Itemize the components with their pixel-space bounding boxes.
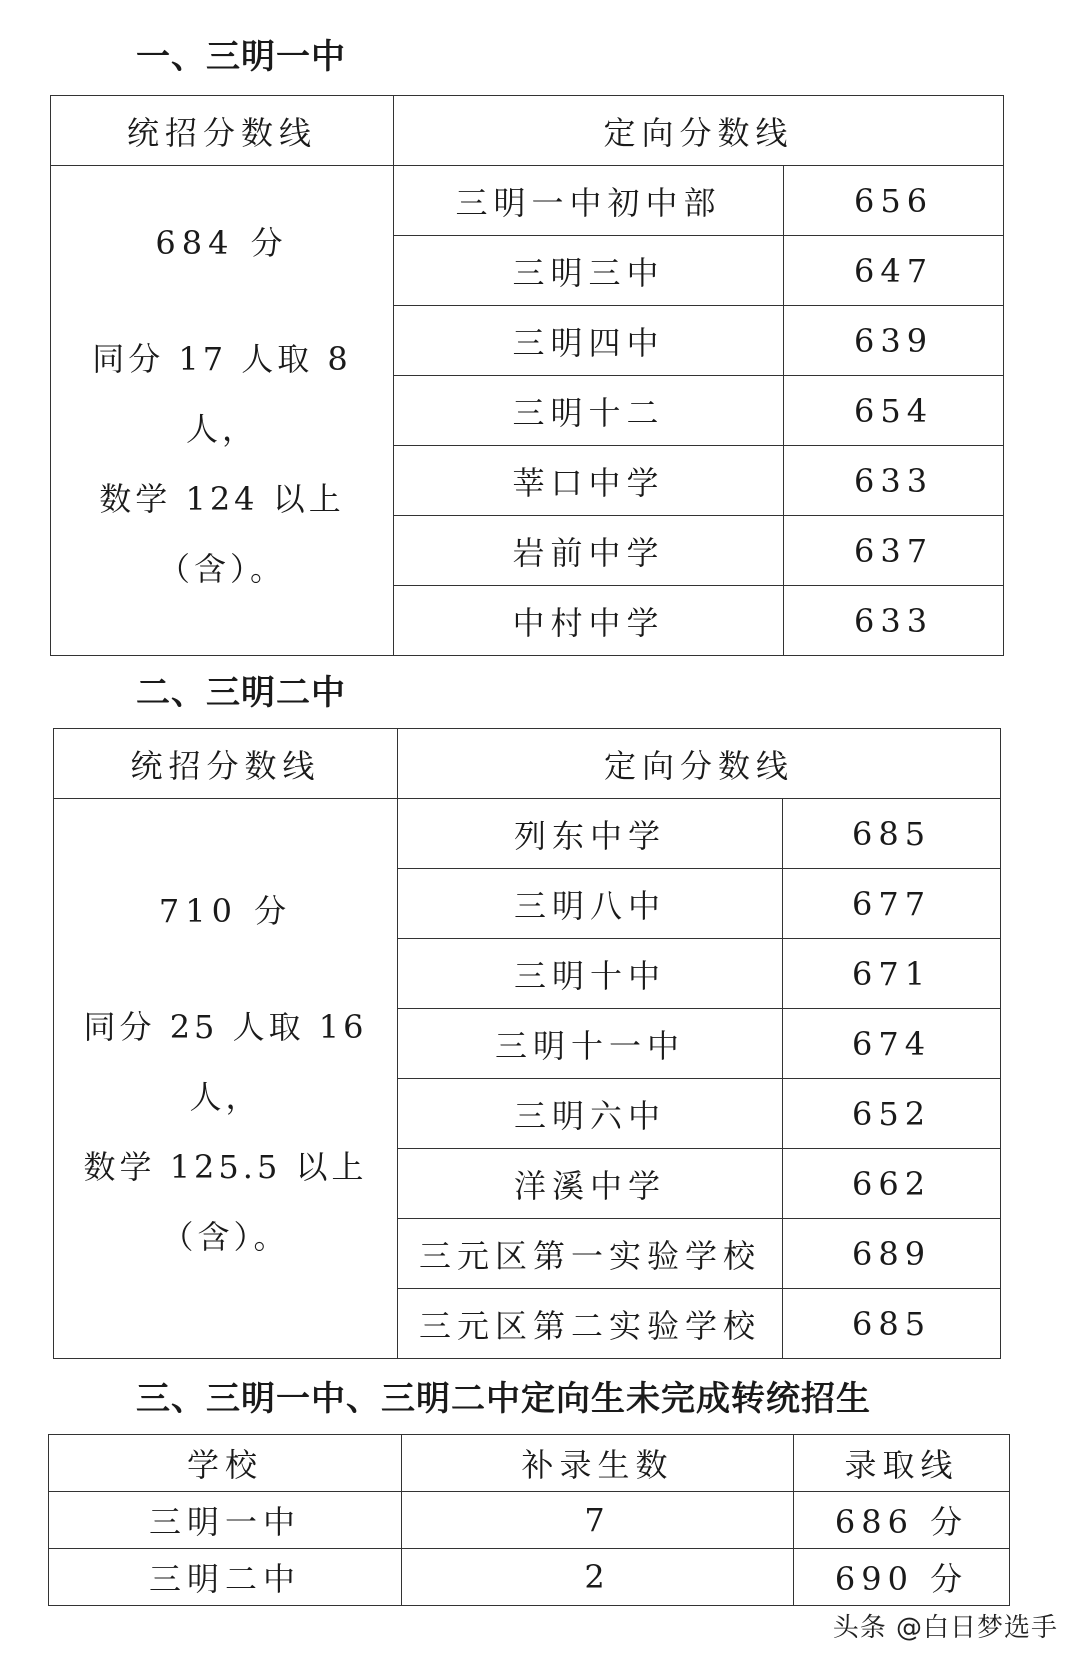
school-score: 633 (784, 586, 1004, 656)
section2-table (53, 728, 1001, 1359)
school-name: 三明十二 (394, 376, 784, 446)
supplement-count: 7 (402, 1492, 794, 1549)
school-name: 三明八中 (398, 869, 783, 939)
school-name: 三明四中 (394, 306, 784, 376)
school-name: 列东中学 (398, 799, 783, 869)
section2-heading: 二、三明二中 (136, 673, 346, 713)
section1-heading: 一、三明一中 (136, 37, 346, 77)
header-count: 补录生数 (402, 1435, 794, 1492)
school-name: 三元区第一实验学校 (398, 1219, 783, 1289)
school-score: 662 (783, 1149, 1001, 1219)
school-name: 三明十中 (398, 939, 783, 1009)
tie-note-line2: 数学 125.5 以上 (83, 1147, 368, 1186)
school-score: 677 (783, 869, 1001, 939)
school-name: 三明一中初中部 (394, 166, 784, 236)
unified-score: 684 分 (155, 223, 289, 262)
school-name: 三明十一中 (398, 1009, 783, 1079)
school-name: 岩前中学 (394, 516, 784, 586)
school-name: 三元区第二实验学校 (398, 1289, 783, 1359)
tie-note-line3: （含）。 (161, 1217, 290, 1256)
section3-heading: 三、三明一中、三明二中定向生未完成转统招生 (136, 1379, 871, 1419)
school-score: 652 (783, 1079, 1001, 1149)
school-name: 洋溪中学 (398, 1149, 783, 1219)
school-score: 633 (784, 446, 1004, 516)
tie-note-line1: 同分 17 人取 8 人， (92, 339, 352, 448)
admission-line: 686 分 (794, 1492, 1010, 1549)
school-name: 莘口中学 (394, 446, 784, 516)
school-score: 647 (784, 236, 1004, 306)
school-name: 三明六中 (398, 1079, 783, 1149)
school-score: 639 (784, 306, 1004, 376)
header-directed: 定向分数线 (394, 96, 1004, 166)
header-unified: 统招分数线 (51, 96, 394, 166)
school-score: 656 (784, 166, 1004, 236)
watermark: 头条 @白日梦选手 (832, 1613, 1058, 1643)
school-name: 三明三中 (394, 236, 784, 306)
unified-cell (54, 799, 398, 1359)
section3-table (48, 1434, 1010, 1606)
tie-note-line2: 数学 124 以上（含）。 (99, 479, 345, 588)
school-score: 685 (783, 799, 1001, 869)
header-directed: 定向分数线 (398, 729, 1001, 799)
school-name: 中村中学 (394, 586, 784, 656)
unified-cell (51, 166, 394, 656)
school-score: 689 (783, 1219, 1001, 1289)
section1-table (50, 95, 1004, 656)
school-name: 三明一中 (49, 1492, 402, 1549)
school-name: 三明二中 (49, 1549, 402, 1606)
admission-line: 690 分 (794, 1549, 1010, 1606)
header-line: 录取线 (794, 1435, 1010, 1492)
school-score: 671 (783, 939, 1001, 1009)
supplement-count: 2 (402, 1549, 794, 1606)
school-score: 654 (784, 376, 1004, 446)
school-score: 685 (783, 1289, 1001, 1359)
tie-note-line1: 同分 25 人取 16 人， (83, 1007, 368, 1116)
header-school: 学校 (49, 1435, 402, 1492)
header-unified: 统招分数线 (54, 729, 398, 799)
unified-score: 710 分 (158, 891, 293, 930)
school-score: 637 (784, 516, 1004, 586)
school-score: 674 (783, 1009, 1001, 1079)
